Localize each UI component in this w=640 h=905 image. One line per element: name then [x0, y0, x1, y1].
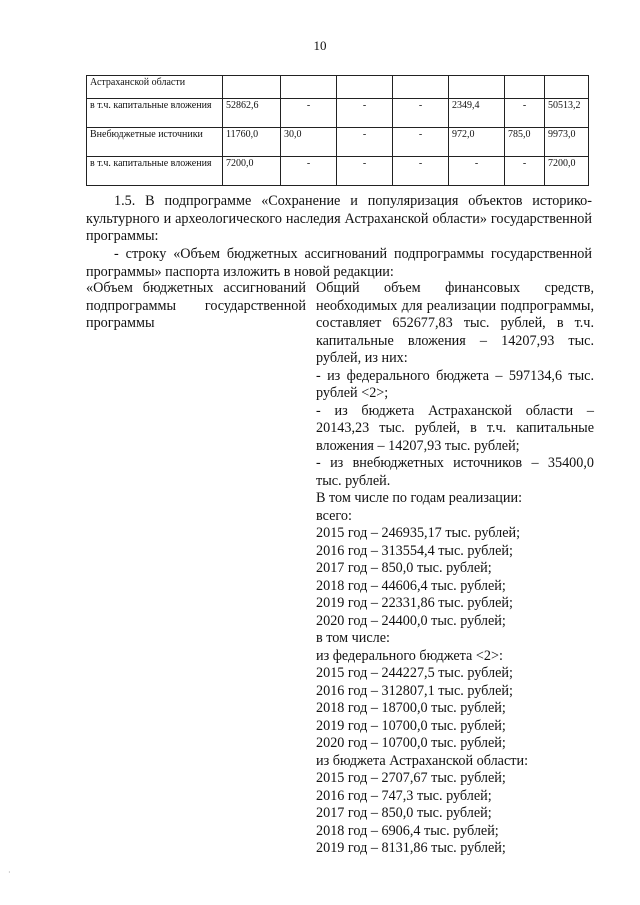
funding-source-item: - из бюджета Астраханской области – 20143,23 тыс. рублей, в т.ч. капитальные вложения – 14207,93 тыс. рублей; [316, 402, 594, 454]
row-label: в т.ч. капитальные вложения [87, 99, 223, 128]
section-instruction: - строку «Объем бюджетных ассигнований подпрограммы государственной программы» паспорта изложить в новой редакции: [86, 246, 592, 280]
table-cell: 7200,0 [545, 157, 589, 186]
year-item: 2018 год – 44606,4 тыс. рублей; [316, 577, 506, 594]
year-item: 2016 год – 312807,1 тыс. рублей; [316, 682, 513, 699]
funding-source-item: - из внебюджетных источников – 35400,0 тыс. рублей. [316, 455, 594, 489]
including-heading: в том числе: [316, 630, 390, 646]
total-heading: всего: [316, 507, 352, 524]
row-label: Астраханской области [87, 76, 223, 99]
table-row [87, 99, 589, 128]
funding-intro: Общий объем финансовых средств, необходимых для реализации подпрограммы, составляет 652677,83 тыс. рублей, в т.ч. капитальные вложения – 14207,93 тыс. рублей, из них: [316, 280, 594, 366]
table-cell: - [281, 99, 337, 128]
table-cell: - [505, 99, 545, 128]
year-item: 2019 год – 8131,86 тыс. рублей; [316, 840, 506, 856]
table-cell: 50513,2 [545, 99, 589, 128]
table-cell: - [505, 157, 545, 186]
table-cell: - [281, 157, 337, 186]
row-label: в т.ч. капитальные вложения [87, 157, 223, 186]
regional-heading: из бюджета Астраханской области: [316, 752, 529, 769]
table-cell [393, 76, 449, 99]
year-item: 2019 год – 22331,86 тыс. рублей; [316, 595, 513, 611]
table-cell: 972,0 [449, 128, 505, 157]
federal-years [316, 665, 594, 753]
regional-years [316, 770, 594, 858]
by-year-heading: В том числе по годам реализации: [316, 490, 523, 506]
table-cell: 52862,6 [223, 99, 281, 128]
passport-row-value [316, 280, 594, 858]
year-item: 2015 год – 246935,17 тыс. рублей; [316, 525, 521, 541]
year-item: 2016 год – 313554,4 тыс. рублей; [316, 542, 513, 559]
page-number: 10 [313, 38, 327, 53]
table-cell: - [393, 157, 449, 186]
scan-mark: · [8, 868, 11, 877]
year-item: 2015 год – 2707,67 тыс. рублей; [316, 770, 506, 786]
year-item: 2020 год – 24400,0 тыс. рублей; [316, 612, 506, 629]
year-item: 2017 год – 850,0 тыс. рублей; [316, 560, 492, 576]
table-cell: - [449, 157, 505, 186]
table-cell [281, 76, 337, 99]
table-cell [505, 76, 545, 99]
total-years [316, 525, 594, 630]
passport-row-label: «Объем бюджетных ассигнований подпрограммы государственной программы [86, 280, 306, 331]
table-cell [449, 76, 505, 99]
table-cell: - [393, 128, 449, 157]
year-item: 2019 год – 10700,0 тыс. рублей; [316, 717, 506, 734]
year-item: 2018 год – 18700,0 тыс. рублей; [316, 700, 506, 716]
table-cell: - [393, 99, 449, 128]
table-cell: 785,0 [505, 128, 545, 157]
year-item: 2020 год – 10700,0 тыс. рублей; [316, 735, 506, 751]
year-item: 2016 год – 747,3 тыс. рублей; [316, 787, 492, 804]
table-cell [337, 76, 393, 99]
table-row [87, 157, 589, 186]
table-cell: 2349,4 [449, 99, 505, 128]
row-label: Внебюджетные источники [87, 128, 223, 157]
table-cell: 7200,0 [223, 157, 281, 186]
year-item: 2017 год – 850,0 тыс. рублей; [316, 805, 492, 821]
table-cell: - [337, 157, 393, 186]
table-row [87, 128, 589, 157]
table-cell [545, 76, 589, 99]
table-row [87, 76, 589, 99]
table-cell: 9973,0 [545, 128, 589, 157]
table-cell [223, 76, 281, 99]
funding-source-item: - из федерального бюджета – 597134,6 тыс. рублей <2>; [316, 367, 594, 401]
table-cell: 30,0 [281, 128, 337, 157]
federal-heading: из федерального бюджета <2>: [316, 647, 503, 664]
section-heading: 1.5. В подпрограмме «Сохранение и популяризация объектов историко-культурного и археологического наследия Астраханской области» государственной программы: [86, 193, 592, 244]
table-cell: - [337, 99, 393, 128]
table-cell: 11760,0 [223, 128, 281, 157]
year-item: 2018 год – 6906,4 тыс. рублей; [316, 822, 499, 839]
funding-sources [316, 368, 594, 491]
budget-table [86, 75, 589, 186]
year-item: 2015 год – 244227,5 тыс. рублей; [316, 665, 513, 681]
table-cell: - [337, 128, 393, 157]
